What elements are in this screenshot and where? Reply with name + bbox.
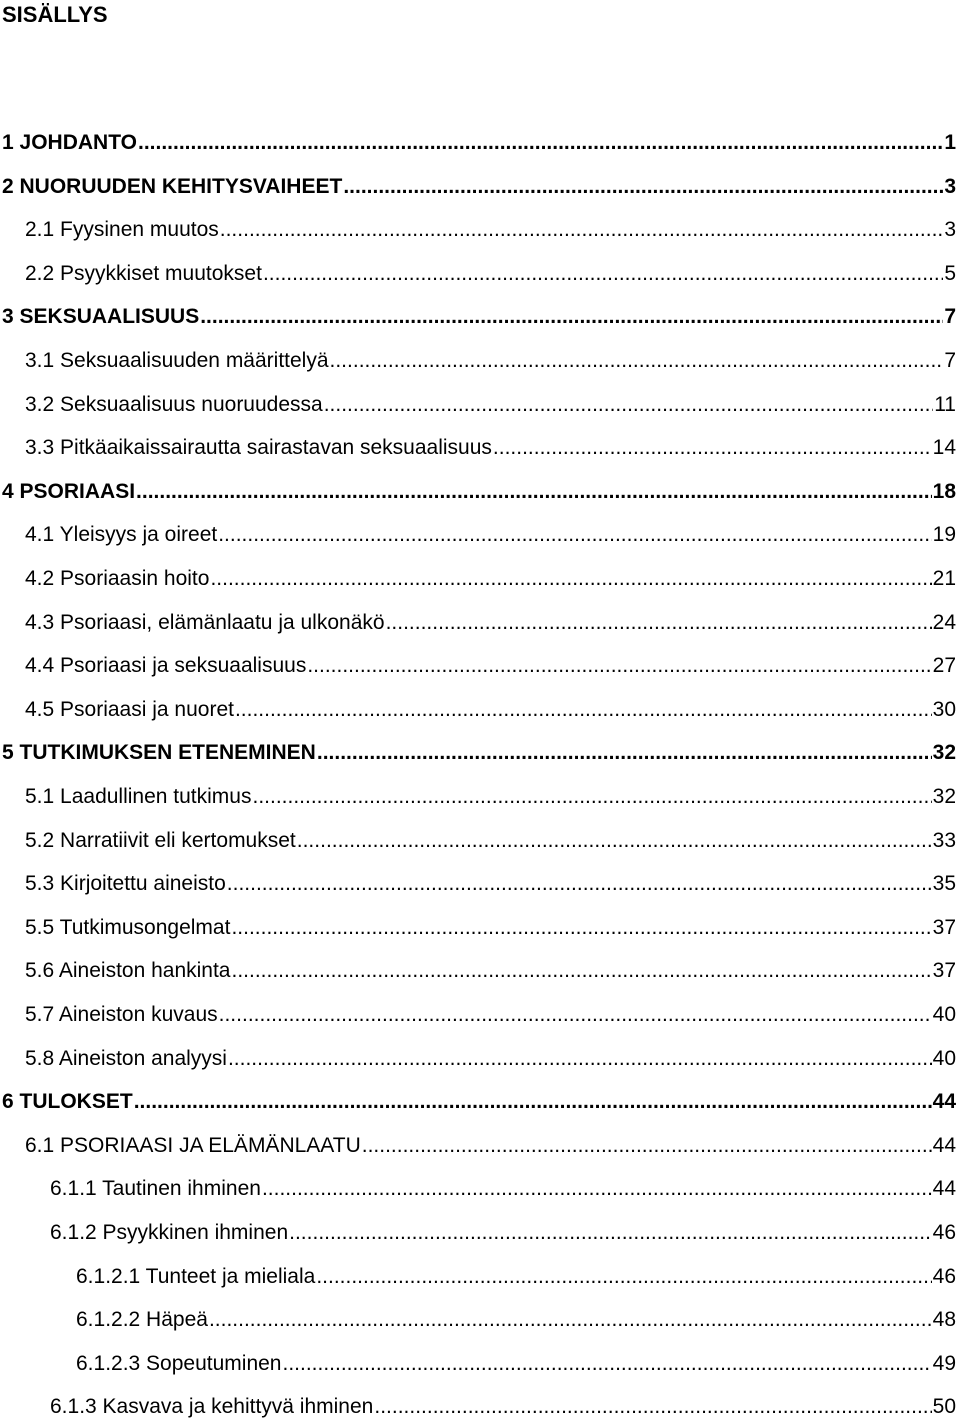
toc-entry-page-number: 30 bbox=[932, 698, 956, 721]
toc-entry-label: 4.1 Yleisyys ja oireet bbox=[25, 523, 218, 546]
toc-entry-label: 2.2 Psyykkiset muutokset bbox=[25, 262, 262, 285]
toc-entry[interactable] bbox=[25, 1001, 956, 1029]
dot-leader bbox=[317, 739, 932, 767]
toc-entry-label: 6.1 PSORIAASI JA ELÄMÄNLAATU bbox=[25, 1134, 361, 1157]
toc-entry-label: 4 PSORIAASI bbox=[2, 480, 136, 503]
toc-entry[interactable] bbox=[2, 303, 956, 331]
dot-leader bbox=[228, 1045, 932, 1073]
toc-entry[interactable] bbox=[25, 1045, 956, 1073]
toc-entry-page-number: 48 bbox=[932, 1308, 956, 1331]
dot-leader bbox=[297, 827, 932, 855]
toc-entry-label: 6.1.1 Tautinen ihminen bbox=[50, 1177, 261, 1200]
toc-entry-page-number: 37 bbox=[932, 916, 956, 939]
toc-entry-label: 6.1.2.3 Sopeutuminen bbox=[76, 1352, 282, 1375]
toc-entry[interactable] bbox=[2, 1088, 956, 1116]
toc-entry[interactable] bbox=[2, 739, 956, 767]
toc-entry-page-number: 49 bbox=[932, 1352, 956, 1375]
toc-entry[interactable] bbox=[2, 478, 956, 506]
toc-entry-label: 4.5 Psoriaasi ja nuoret bbox=[25, 698, 234, 721]
toc-entry[interactable] bbox=[25, 216, 956, 244]
toc-entry[interactable] bbox=[25, 696, 956, 724]
toc-entry-page-number: 27 bbox=[932, 654, 956, 677]
dot-leader bbox=[134, 1088, 932, 1116]
dot-leader bbox=[219, 1001, 932, 1029]
toc-entry[interactable] bbox=[25, 914, 956, 942]
toc-entry-page-number: 40 bbox=[932, 1047, 956, 1070]
toc-entry[interactable] bbox=[2, 173, 956, 201]
toc-entry-label: 6.1.2.2 Häpeä bbox=[76, 1308, 208, 1331]
toc-entry-label: 3.3 Pitkäaikaissairautta sairastavan seksuaalisuus bbox=[25, 436, 492, 459]
dot-leader bbox=[231, 914, 931, 942]
toc-entry-label: 4.4 Psoriaasi ja seksuaalisuus bbox=[25, 654, 307, 677]
dot-leader bbox=[227, 870, 932, 898]
toc-entry-page-number: 24 bbox=[932, 611, 956, 634]
dot-leader bbox=[218, 521, 931, 549]
toc-entry[interactable] bbox=[50, 1175, 956, 1203]
toc-entry-label: 5.3 Kirjoitettu aineisto bbox=[25, 872, 226, 895]
toc-entry-page-number: 40 bbox=[932, 1003, 956, 1026]
toc-entry-page-number: 44 bbox=[932, 1177, 956, 1200]
toc-entry[interactable] bbox=[25, 1132, 956, 1160]
toc-entry-page-number: 3 bbox=[944, 175, 956, 198]
toc-entry-label: 5.2 Narratiivit eli kertomukset bbox=[25, 829, 296, 852]
toc-entry-label: 6.1.3 Kasvava ja kehittyvä ihminen bbox=[50, 1395, 374, 1418]
toc-entry-page-number: 32 bbox=[932, 785, 956, 808]
toc-entry-page-number: 46 bbox=[932, 1265, 956, 1288]
dot-leader bbox=[136, 478, 932, 506]
toc-entry-page-number: 44 bbox=[932, 1090, 956, 1113]
toc-entry-page-number: 33 bbox=[932, 829, 956, 852]
toc-entry-page-number: 7 bbox=[944, 305, 956, 328]
toc-entry-label: 6.1.2 Psyykkinen ihminen bbox=[50, 1221, 289, 1244]
dot-leader bbox=[374, 1393, 931, 1421]
dot-leader bbox=[316, 1263, 931, 1291]
toc-entry-label: 3 SEKSUAALISUUS bbox=[2, 305, 200, 328]
dot-leader bbox=[283, 1350, 932, 1378]
dot-leader bbox=[210, 565, 931, 593]
toc-entry[interactable] bbox=[25, 957, 956, 985]
toc-entry-label: 5.1 Laadullinen tutkimus bbox=[25, 785, 252, 808]
toc-entry-label: 4.3 Psoriaasi, elämänlaatu ja ulkonäkö bbox=[25, 611, 385, 634]
dot-leader bbox=[200, 303, 943, 331]
toc-entry[interactable] bbox=[25, 565, 956, 593]
toc-entry[interactable] bbox=[50, 1393, 956, 1421]
toc-entry[interactable] bbox=[2, 129, 956, 157]
toc-entry-page-number: 37 bbox=[932, 959, 956, 982]
dot-leader bbox=[493, 434, 932, 462]
toc-entry[interactable] bbox=[76, 1263, 956, 1291]
dot-leader bbox=[324, 391, 933, 419]
toc-entry-page-number: 32 bbox=[932, 741, 956, 764]
toc-entry[interactable] bbox=[25, 652, 956, 680]
toc-entry-label: 2 NUORUUDEN KEHITYSVAIHEET bbox=[2, 175, 343, 198]
dot-leader bbox=[386, 609, 932, 637]
toc-entry-label: 2.1 Fyysinen muutos bbox=[25, 218, 219, 241]
page-title: SISÄLLYS bbox=[2, 2, 108, 27]
toc-entry-label: 6.1.2.1 Tunteet ja mieliala bbox=[76, 1265, 316, 1288]
dot-leader bbox=[262, 1175, 932, 1203]
toc-entry[interactable] bbox=[25, 521, 956, 549]
toc-entry-page-number: 21 bbox=[932, 567, 956, 590]
toc-entry-label: 1 JOHDANTO bbox=[2, 131, 137, 154]
dot-leader bbox=[289, 1219, 932, 1247]
toc-entry-label: 5.5 Tutkimusongelmat bbox=[25, 916, 231, 939]
toc-entry-page-number: 7 bbox=[944, 349, 956, 372]
dot-leader bbox=[235, 696, 932, 724]
dot-leader bbox=[263, 260, 943, 288]
dot-leader bbox=[252, 783, 931, 811]
toc-entry-page-number: 19 bbox=[932, 523, 956, 546]
toc-entry[interactable] bbox=[50, 1219, 956, 1247]
dot-leader bbox=[232, 957, 932, 985]
toc-entry[interactable] bbox=[25, 391, 956, 419]
toc-entry[interactable] bbox=[25, 827, 956, 855]
dot-leader bbox=[209, 1306, 932, 1334]
dot-leader bbox=[307, 652, 931, 680]
toc-entry-label: 3.2 Seksuaalisuus nuoruudessa bbox=[25, 393, 323, 416]
toc-entry-label: 4.2 Psoriaasin hoito bbox=[25, 567, 210, 590]
toc-entry-page-number: 50 bbox=[932, 1395, 956, 1418]
toc-entry-label: 6 TULOKSET bbox=[2, 1090, 133, 1113]
toc-entry[interactable] bbox=[25, 434, 956, 462]
toc-entry-page-number: 35 bbox=[932, 872, 956, 895]
dot-leader bbox=[343, 173, 943, 201]
toc-entry-page-number: 1 bbox=[944, 131, 956, 154]
toc-entry-label: 3.1 Seksuaalisuuden määrittelyä bbox=[25, 349, 329, 372]
toc-entry[interactable] bbox=[25, 260, 956, 288]
dot-leader bbox=[330, 347, 944, 375]
toc-entry-label: 5.6 Aineiston hankinta bbox=[25, 959, 231, 982]
toc-entry[interactable] bbox=[25, 347, 956, 375]
toc-entry[interactable] bbox=[25, 609, 956, 637]
toc-entry-page-number: 14 bbox=[932, 436, 956, 459]
toc-entry-page-number: 3 bbox=[944, 218, 956, 241]
toc-entry-label: 5.7 Aineiston kuvaus bbox=[25, 1003, 218, 1026]
toc-entry-page-number: 5 bbox=[944, 262, 956, 285]
dot-leader bbox=[362, 1132, 932, 1160]
toc-entry[interactable] bbox=[76, 1306, 956, 1334]
dot-leader bbox=[220, 216, 944, 244]
toc-entry-label: 5 TUTKIMUKSEN ETENEMINEN bbox=[2, 741, 316, 764]
toc-entry-page-number: 44 bbox=[932, 1134, 956, 1157]
toc-entry[interactable] bbox=[25, 783, 956, 811]
toc-entry[interactable] bbox=[25, 870, 956, 898]
toc-entry-label: 5.8 Aineiston analyysi bbox=[25, 1047, 227, 1070]
toc-entry-page-number: 11 bbox=[934, 393, 956, 416]
toc-entry[interactable] bbox=[76, 1350, 956, 1378]
toc-entry-page-number: 46 bbox=[932, 1221, 956, 1244]
dot-leader bbox=[138, 129, 943, 157]
toc-entry-page-number: 18 bbox=[932, 480, 956, 503]
